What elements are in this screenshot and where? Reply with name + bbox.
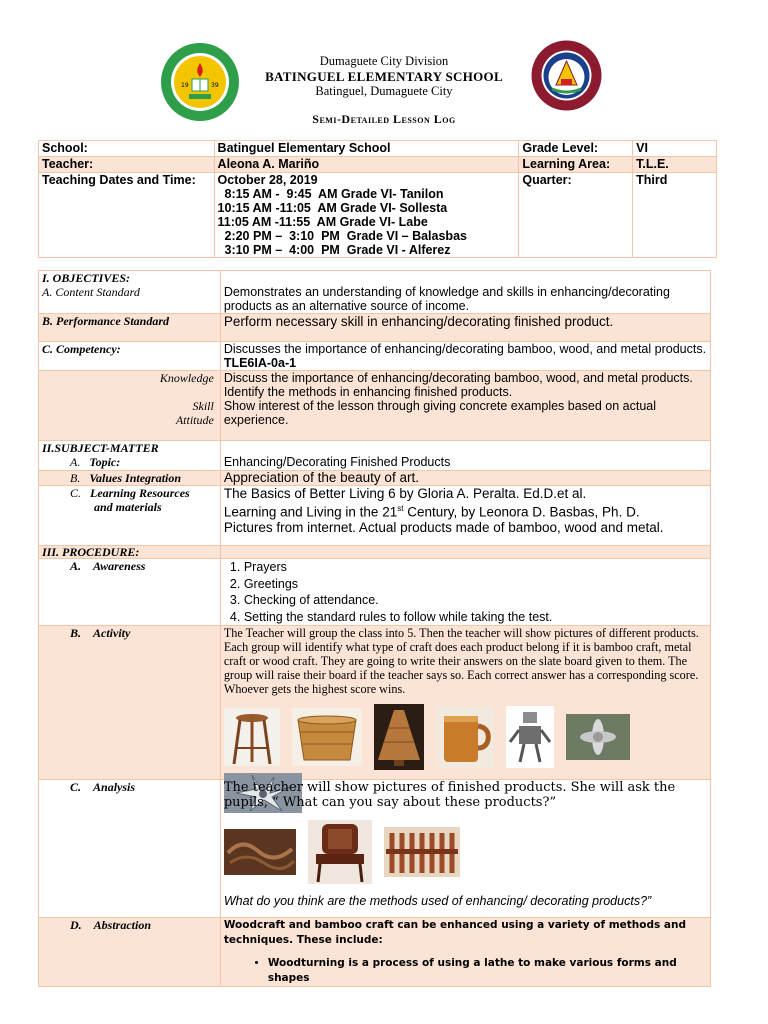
resource-line-2-start: Learning and Living in the 21 bbox=[223, 504, 398, 520]
abstraction-bullet: • Woodturning is a process of using a lathe to make various forms and shapes bbox=[268, 956, 707, 986]
schedule-line: 10:15 AM -11:05 AM Grade VI- Sollesta bbox=[217, 201, 448, 215]
analysis-label-text: Analysis bbox=[93, 780, 136, 794]
grade-value: VI bbox=[633, 141, 717, 157]
content-standard-body: Demonstrates an understanding of knowledge and skills in enhancing/decorating products as an alternative source of income. bbox=[223, 285, 670, 313]
carved-wood-panel-image bbox=[224, 829, 296, 878]
values-label-text: Values Integration bbox=[89, 471, 182, 485]
activity-label-text: Activity bbox=[93, 626, 131, 640]
analysis-text: The teacher will show pictures of finished products. She will ask the pupils, “ What can you say about these products?” bbox=[223, 780, 676, 810]
analysis-pictures bbox=[224, 820, 707, 884]
bamboo-basket-image bbox=[292, 708, 362, 769]
awareness-label bbox=[39, 559, 221, 626]
competency-label: C. Competency: bbox=[39, 342, 221, 371]
metal-spoon-flower-image bbox=[566, 714, 630, 763]
bamboo-mug-image bbox=[436, 706, 494, 771]
resource-line-1: The Basics of Better Living 6 by Gloria A. Peralta. Ed.D.et al. bbox=[223, 486, 587, 501]
awareness-item: 2. Greetings bbox=[244, 576, 707, 593]
area-label: Learning Area: bbox=[519, 157, 633, 173]
subject-heading: II.SUBJECT-MATTER bbox=[42, 441, 159, 455]
attitude-label: Attitude bbox=[175, 413, 214, 427]
school-header bbox=[0, 54, 768, 99]
school-label: School: bbox=[39, 141, 215, 157]
competency-body: Discusses the importance of enhancing/decorating bamboo, wood, and metal products. bbox=[223, 342, 707, 356]
grade-label: Grade Level: bbox=[519, 141, 633, 157]
values-label bbox=[39, 471, 221, 486]
analysis-cell bbox=[220, 780, 710, 918]
performance-standard-text: Perform necessary skill in enhancing/decorating finished product. bbox=[220, 314, 710, 342]
awareness-item: 1. Prayers bbox=[244, 559, 707, 576]
abstraction-label bbox=[39, 918, 221, 987]
awareness-label-text: Awareness bbox=[93, 559, 146, 573]
school-value: Batinguel Elementary School bbox=[214, 141, 519, 157]
quarter-label: Quarter: bbox=[519, 173, 633, 258]
division-name: Dumaguete City Division bbox=[319, 54, 449, 68]
analysis-letter: C. bbox=[70, 780, 82, 794]
document-title: Semi-Detailed Lesson Log bbox=[312, 112, 456, 126]
awareness-list-cell bbox=[220, 559, 710, 626]
abstraction-list bbox=[224, 956, 707, 986]
resources-label bbox=[39, 486, 221, 546]
topic-text: Enhancing/Decorating Finished Products bbox=[223, 455, 451, 469]
subject-cell bbox=[39, 441, 221, 471]
domains-label-cell bbox=[39, 371, 221, 441]
objectives-cell bbox=[39, 271, 221, 314]
skill-label: Skill bbox=[192, 399, 214, 413]
resources-label-line1: Learning Resources bbox=[90, 486, 190, 500]
resources-label-line2: and materials bbox=[94, 500, 162, 514]
analysis-question: What do you think are the methods used of enhancing/ decorating products?” bbox=[223, 894, 652, 908]
knowledge-text: Discuss the importance of enhancing/decorating bamboo, wood, and metal products. bbox=[223, 371, 693, 385]
abstraction-label-text: Abstraction bbox=[93, 918, 152, 932]
bamboo-lamp-image bbox=[374, 704, 424, 773]
topic-label bbox=[42, 455, 217, 469]
procedure-heading-blank bbox=[220, 546, 710, 559]
abstraction-text: Woodcraft and bamboo craft can be enhanced using a variety of methods and techniques. These include: bbox=[223, 919, 686, 946]
resource-line-2 bbox=[224, 501, 707, 520]
school-name: BATINGUEL ELEMENTARY SCHOOL bbox=[265, 69, 503, 84]
schedule bbox=[214, 173, 519, 258]
awareness-letter: A. bbox=[70, 559, 82, 573]
values-text: Appreciation of the beauty of art. bbox=[220, 471, 710, 486]
teacher-value: Aleona A. Mariño bbox=[214, 157, 519, 173]
performance-standard-label: B. Performance Standard bbox=[39, 314, 221, 342]
objectives-heading: I. OBJECTIVES: bbox=[42, 271, 131, 285]
awareness-list bbox=[224, 559, 707, 625]
topic-letter: A. bbox=[70, 455, 81, 469]
content-standard-text bbox=[220, 271, 710, 314]
values-letter: B. bbox=[70, 471, 81, 485]
lesson-info-table bbox=[38, 140, 717, 258]
activity-pictures bbox=[224, 704, 707, 766]
schedule-line: 11:05 AM -11:55 AM Grade VI- Labe bbox=[217, 215, 428, 229]
activity-letter: B. bbox=[70, 626, 82, 640]
school-address: Batinguel, Dumaguete City bbox=[315, 84, 453, 98]
procedure-heading: III. PROCEDURE: bbox=[39, 546, 221, 559]
resources-letter: C. bbox=[70, 486, 82, 500]
schedule-line: October 28, 2019 bbox=[217, 173, 318, 187]
quarter-value: Third bbox=[633, 173, 717, 258]
knowledge-label: Knowledge bbox=[159, 371, 214, 385]
carved-wooden-chair-image bbox=[308, 820, 372, 887]
resource-line-3: Pictures from internet. Actual products made of bamboo, wood and metal. bbox=[223, 519, 664, 535]
activity-text: The Teacher will group the class into 5. Then the teacher will show pictures of different products. Each group will identify what type of craft does each product belong if it is bamboo craft, metal craft or wood craft. They are going to write their answers on the slate board given to them. The group will raise their board if the teacher says so. Each correct answer has a corresponding score. Whoever gets the highest score wins. bbox=[223, 626, 699, 696]
abstraction-cell bbox=[220, 918, 710, 987]
schedule-line: 3:10 PM – 4:00 PM Grade VI - Alferez bbox=[217, 243, 451, 257]
skill-text: Identify the methods in enhancing finished products. bbox=[223, 385, 513, 399]
awareness-item: 4. Setting the standard rules to follow while taking the test. bbox=[244, 609, 707, 626]
domains-text-cell bbox=[220, 371, 710, 441]
dates-label: Teaching Dates and Time: bbox=[39, 173, 215, 258]
area-value: T.L.E. bbox=[633, 157, 717, 173]
schedule-line: 2:20 PM – 3:10 PM Grade VI – Balasbas bbox=[217, 229, 467, 243]
resource-line-2-sup: st bbox=[397, 504, 404, 513]
wooden-stool-image bbox=[224, 708, 280, 769]
svg-text:19: 19 bbox=[181, 82, 189, 89]
resources-text bbox=[220, 486, 710, 546]
metal-robot-image bbox=[506, 706, 554, 771]
topic-label-text: Topic: bbox=[89, 455, 121, 469]
schedule-line: 8:15 AM - 9:45 AM Grade VI- Tanilon bbox=[217, 187, 444, 201]
resource-line-2-end: Century, by Leonora D. Basbas, Ph. D. bbox=[403, 504, 640, 520]
activity-cell bbox=[220, 626, 710, 780]
analysis-label bbox=[39, 780, 221, 918]
topic-text-cell bbox=[220, 441, 710, 471]
activity-label bbox=[39, 626, 221, 780]
competency-text bbox=[220, 342, 710, 371]
bamboo-carving-image bbox=[384, 827, 460, 880]
attitude-text: Show interest of the lesson through giving concrete examples based on actual experience. bbox=[223, 399, 657, 427]
competency-code: TLE6IA-0a-1 bbox=[223, 356, 297, 370]
awareness-item: 3. Checking of attendance. bbox=[244, 592, 707, 609]
abstraction-letter: D. bbox=[70, 918, 82, 932]
svg-text:39: 39 bbox=[211, 82, 219, 89]
lesson-plan-table bbox=[38, 270, 711, 987]
teacher-label: Teacher: bbox=[39, 157, 215, 173]
content-standard-label: A. Content Standard bbox=[42, 285, 140, 299]
